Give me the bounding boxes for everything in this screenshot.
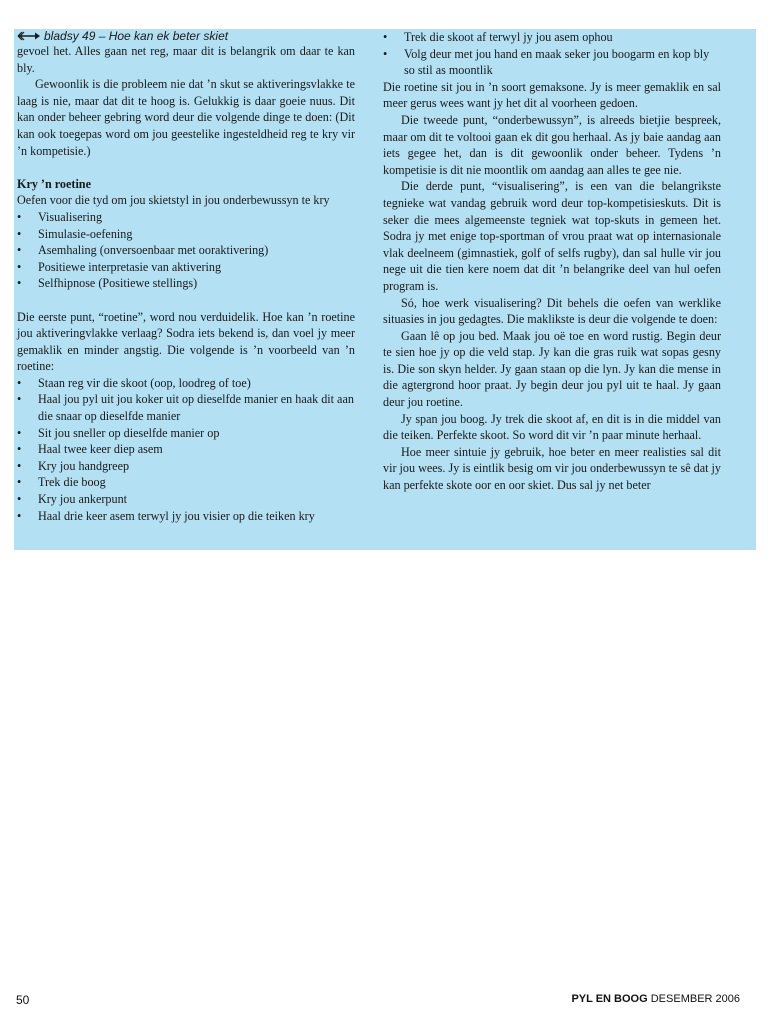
list-item: • Kry jou ankerpunt <box>17 491 355 508</box>
list-item: • Haal twee keer diep asem <box>17 441 355 458</box>
magazine-title: PYL EN BOOG <box>571 993 648 1005</box>
list-item: • Trek die skoot af terwyl jy jou asem ophou <box>383 29 721 46</box>
list-item: • Trek die boog <box>17 474 355 491</box>
list-item: • Haal jou pyl uit jou koker uit op dieselfde manier en haak dit aan die snaar op dieselfde manier <box>17 391 355 424</box>
right-column <box>383 29 721 494</box>
magazine-footer <box>571 993 740 1005</box>
list-item: • Staan reg vir die skoot (oop, loodreg of toe) <box>17 375 355 392</box>
section-heading: Kry ’n roetine <box>17 176 91 191</box>
bullet-list <box>383 29 721 79</box>
paragraph: Gewoonlik is die probleem nie dat ’n skut se aktiveringsvlakke te laag is nie, maar dat dit te hoog is. Gelukkig is daar goeie nuus. Dit kan onder beheer gebring word deur die volgende dinge te doen: (Dit kan ook toegepas word om jou geestelike ingesteldheid reg te kry vir ’n kompetisie.) <box>17 77 355 158</box>
list-item: • Sit jou sneller op dieselfde manier op <box>17 425 355 442</box>
list-item: • Selfhipnose (Positiewe stellings) <box>17 275 355 292</box>
running-title: bladsy 49 – Hoe kan ek beter skiet <box>44 29 229 43</box>
paragraph: Hoe meer sintuie jy gebruik, hoe beter en meer realisties sal dit vir jou wees. Jy is eintlik besig om vir jou onderbewussyn te sê dat jy kan perfekte skote oor en oor skiet. Dus sal jy net beter <box>383 444 721 493</box>
list-item: • Volg deur met jou hand en maak seker jou boogarm en kop bly so stil as moontlik <box>383 46 721 79</box>
paragraph: gevoel het. Alles gaan net reg, maar dit is belangrik om daar te kan bly. <box>17 44 355 75</box>
arrow-icon <box>17 31 41 41</box>
paragraph: Oefen voor die tyd om jou skietstyl in jou onderbewussyn te kry <box>17 193 330 208</box>
page-number: 50 <box>16 993 30 1007</box>
left-column <box>17 29 355 524</box>
bullet-list <box>17 209 355 292</box>
list-item: • Simulasie-oefening <box>17 226 355 243</box>
list-item: • Kry jou handgreep <box>17 458 355 475</box>
paragraph: Die eerste punt, “roetine”, word nou verduidelik. Hoe kan ’n roetine jou aktiveringvlakke verlaag? Sodra iets bekend is, dan voel jy meer gemaklik en minder angstig. Die volgende is ’n voorbeeld van ’n roetine: <box>17 309 355 374</box>
running-header <box>17 29 355 43</box>
issue-date: DESEMBER 2006 <box>650 993 740 1005</box>
paragraph: Die roetine sit jou in ’n soort gemaksone. Jy is meer gemaklik en sal meer gerus wees want jy het dit al voorheen gedoen. <box>383 79 721 111</box>
bullet-list <box>17 375 355 524</box>
paragraph: Jy span jou boog. Jy trek die skoot af, en dit is in die middel van die teiken. Perfekte skoot. So word dit vir ’n paar minute herhaal. <box>383 411 721 443</box>
paragraph: Die derde punt, “visualisering”, is een van die belangrikste tegnieke wat vandag gebruik word deur top-kompetisieskuts. Dit is seker die mees algemeenste tegniek wat top-skuts in gemeen het. Sodra jy met enige top-sportman of vrou praat wat op internasionale vlak deelneem (gimnastiek, golf of selfs rugby), dan sal hulle vir jou nege uit die tien kere noem dat dit ’n belangrike deel van hul oefen program is. <box>383 179 721 293</box>
list-item: • Asemhaling (onversoenbaar met ooraktivering) <box>17 242 355 259</box>
paragraph: Só, hoe werk visualisering? Dit behels die oefen van werklike situasies in jou gedagtes. Die maklikste is deur die volgende te doen: <box>383 295 721 327</box>
list-item: • Haal drie keer asem terwyl jy jou visier op die teiken kry <box>17 508 355 525</box>
paragraph: Gaan lê op jou bed. Maak jou oë toe en word rustig. Begin deur te sien hoe jy op die veld stap. Jy kan die gras ruik wat sopas gesny is. Die son skyn helder. Jy gaan staan op die lyn. Jy kan die mense in die agtergrond hoor praat. Jy begin deur jou pyl uit te haal. Jy gaan deur jou roetine. <box>383 328 721 410</box>
list-item: • Positiewe interpretasie van aktivering <box>17 259 355 276</box>
paragraph: Die tweede punt, “onderbewussyn”, is alreeds bietjie bespreek, maar om dit te voltooi gaan ek dit gou herhaal. As jy baie aandag aan iets gegee het, dan is dit gewoonlik onder beheer. Tydens ’n kompetisie is dit nie moontlik om aandag aan alles te gee nie. <box>383 112 721 177</box>
list-item: • Visualisering <box>17 209 355 226</box>
